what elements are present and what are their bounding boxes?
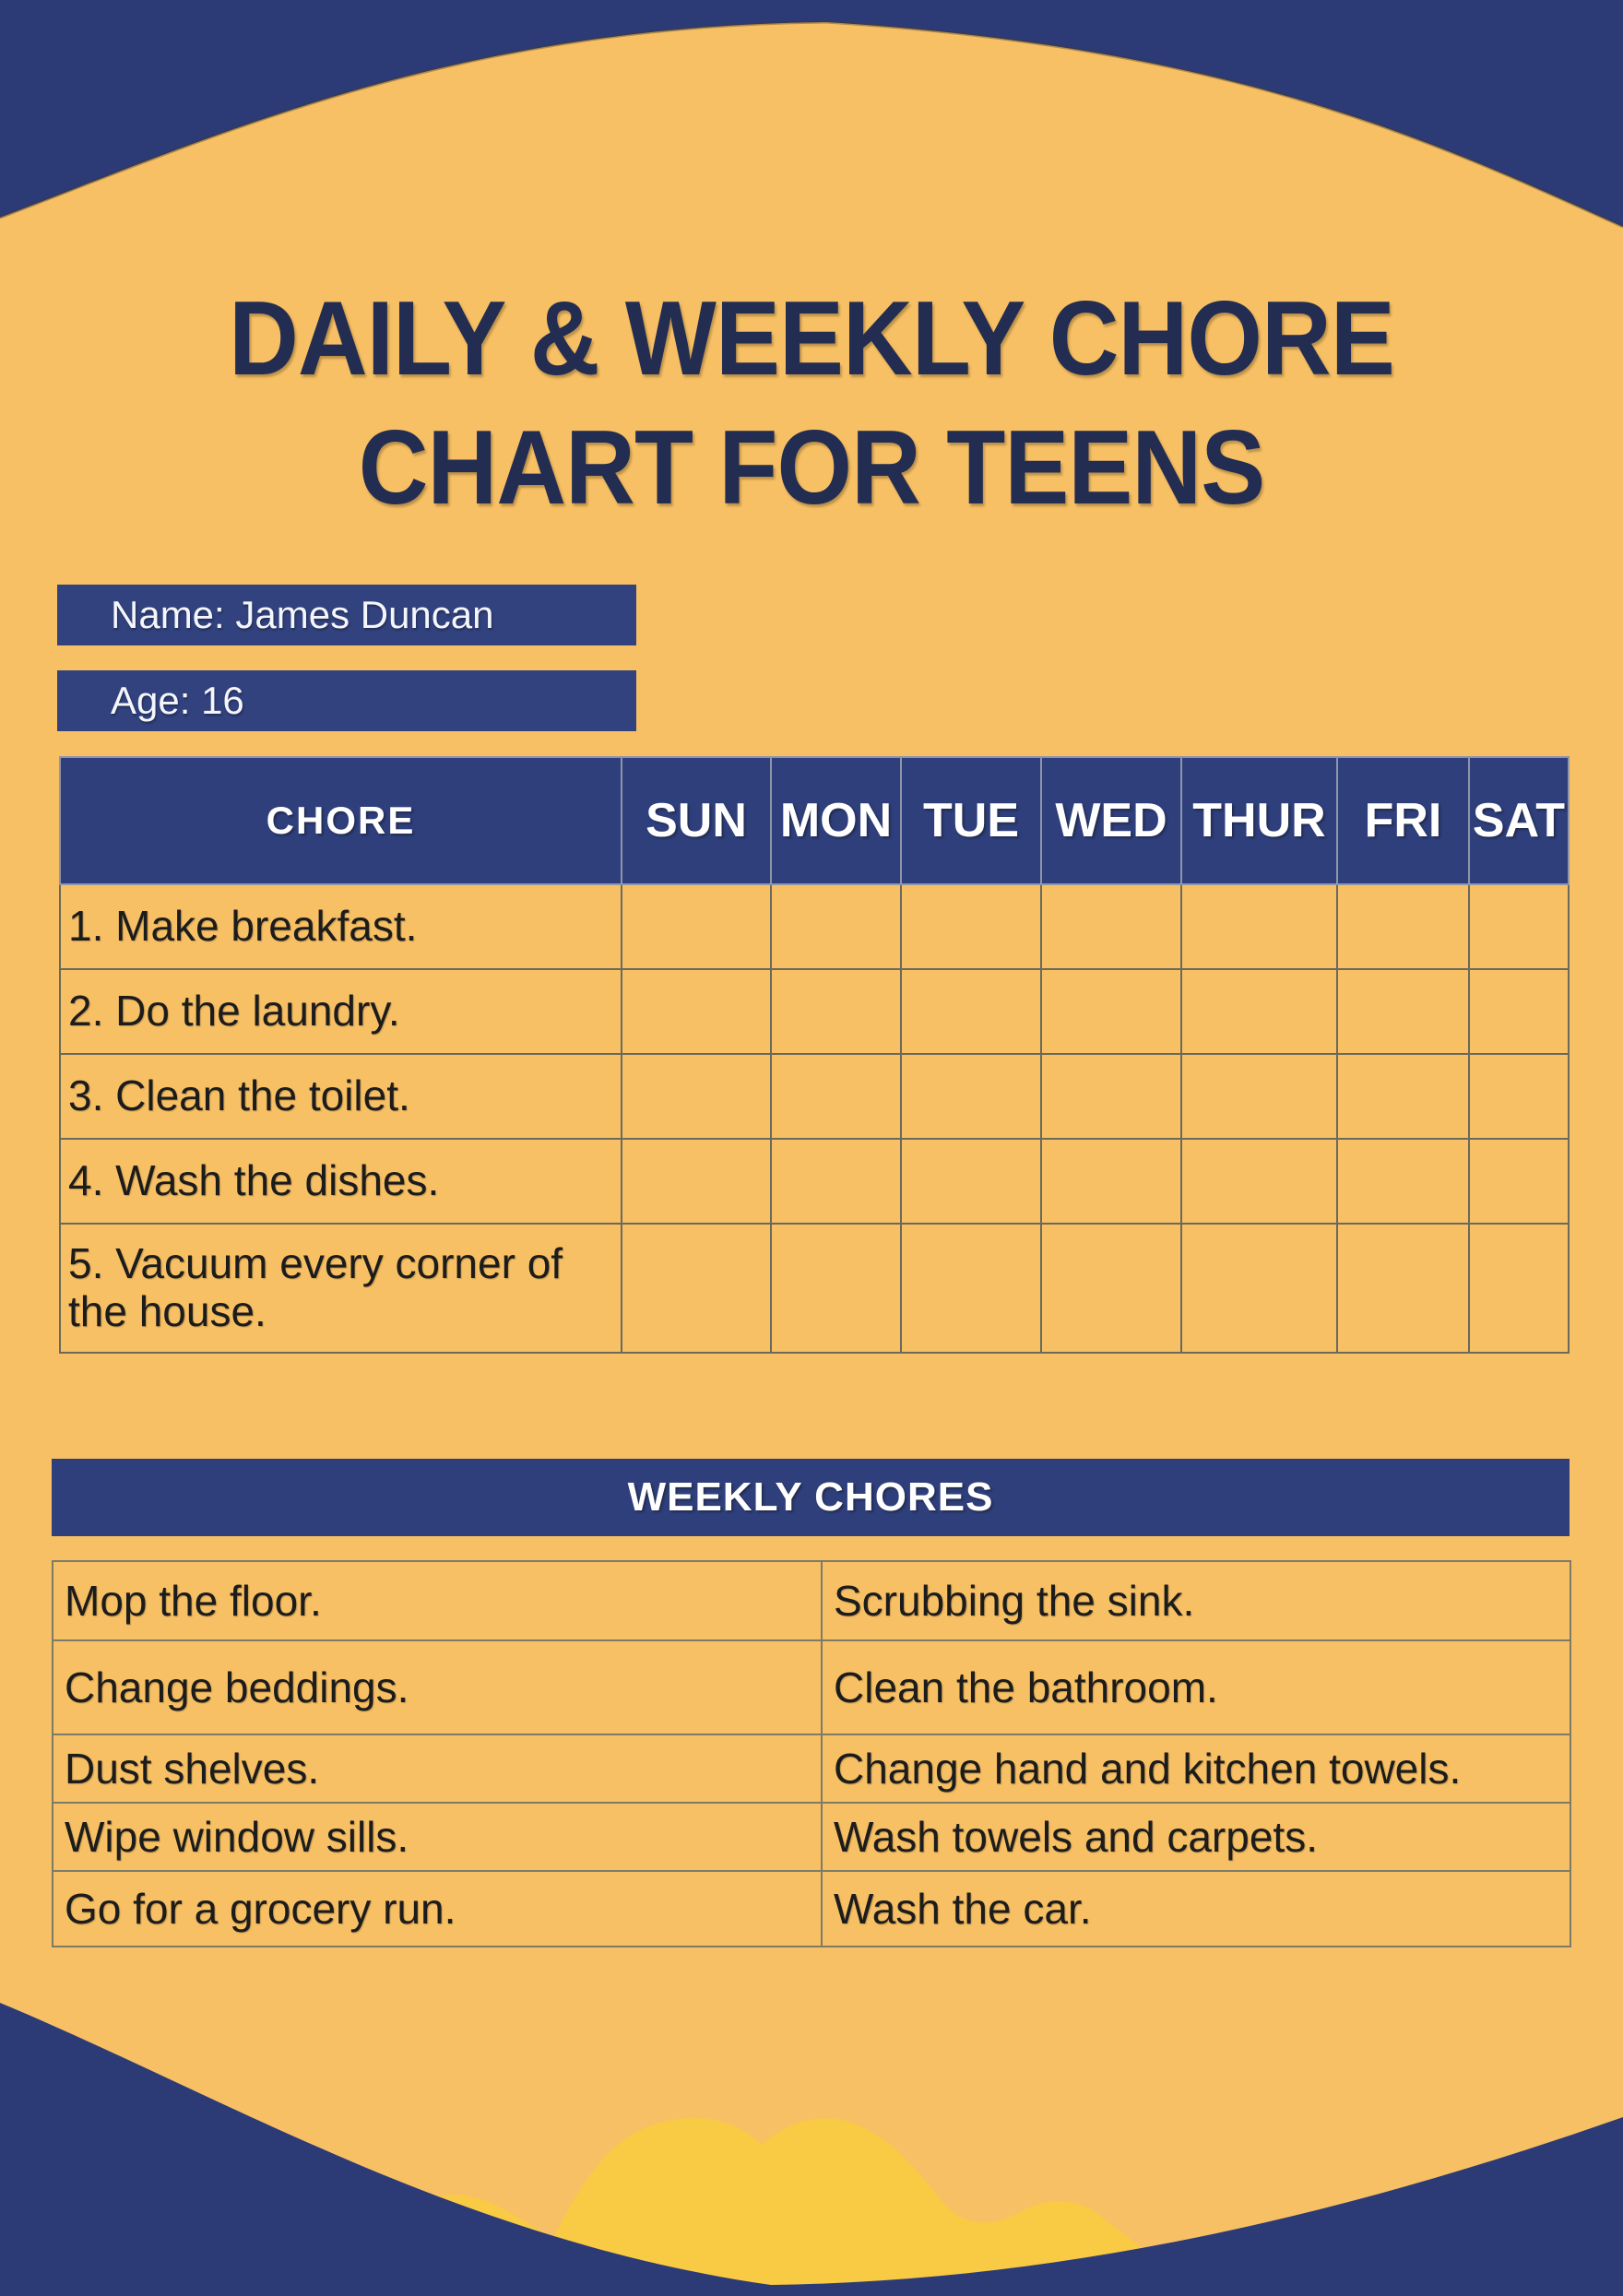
top-wave-decoration — [0, 0, 1623, 277]
list-item — [53, 1561, 1570, 1640]
day-check-cell[interactable] — [771, 1139, 901, 1224]
list-item — [53, 1734, 1570, 1803]
weekly-chore-label: Wipe window sills. — [53, 1803, 822, 1871]
day-check-cell[interactable] — [1181, 969, 1337, 1054]
weekly-chore-label: Dust shelves. — [53, 1734, 822, 1803]
top-navy-shape — [0, 0, 1623, 227]
weekly-chores-title: WEEKLY CHORES — [627, 1474, 994, 1520]
day-check-cell[interactable] — [622, 969, 771, 1054]
day-check-cell[interactable] — [1181, 884, 1337, 969]
day-check-cell[interactable] — [1469, 884, 1569, 969]
column-header-sat: SAT — [1469, 757, 1569, 884]
weekly-chore-label: Wash the car. — [822, 1871, 1570, 1947]
column-header-fri: FRI — [1337, 757, 1469, 884]
daily-chore-table — [59, 756, 1570, 1354]
list-item — [53, 1803, 1570, 1871]
day-check-cell[interactable] — [1041, 1054, 1181, 1139]
day-check-cell[interactable] — [771, 969, 901, 1054]
day-check-cell[interactable] — [622, 1054, 771, 1139]
day-check-cell[interactable] — [1041, 969, 1181, 1054]
day-check-cell[interactable] — [1469, 1054, 1569, 1139]
column-header-mon: MON — [771, 757, 901, 884]
column-header-chore: CHORE — [60, 757, 622, 884]
daily-table-header-row — [60, 757, 1569, 884]
column-header-tue: TUE — [901, 757, 1041, 884]
age-field-label: Age: 16 — [111, 679, 244, 722]
day-check-cell[interactable] — [901, 1054, 1041, 1139]
day-check-cell[interactable] — [1041, 1139, 1181, 1224]
day-check-cell[interactable] — [1337, 1224, 1469, 1353]
day-check-cell[interactable] — [1337, 969, 1469, 1054]
day-check-cell[interactable] — [1181, 1139, 1337, 1224]
day-check-cell[interactable] — [1337, 884, 1469, 969]
column-header-thur: THUR — [1181, 757, 1337, 884]
table-row — [60, 1224, 1569, 1353]
table-row — [60, 1054, 1569, 1139]
weekly-chore-label: Wash towels and carpets. — [822, 1803, 1570, 1871]
chore-label: 3. Clean the toilet. — [60, 1054, 622, 1139]
day-check-cell[interactable] — [1337, 1054, 1469, 1139]
day-check-cell[interactable] — [771, 884, 901, 969]
table-row — [60, 884, 1569, 969]
name-field[interactable] — [57, 585, 636, 645]
weekly-chore-table — [52, 1560, 1571, 1947]
day-check-cell[interactable] — [1041, 1224, 1181, 1353]
day-check-cell[interactable] — [622, 884, 771, 969]
column-header-wed: WED — [1041, 757, 1181, 884]
day-check-cell[interactable] — [901, 1139, 1041, 1224]
bottom-wave-decoration — [0, 1964, 1623, 2296]
day-check-cell[interactable] — [1469, 1224, 1569, 1353]
weekly-chore-label: Go for a grocery run. — [53, 1871, 822, 1947]
chore-label: 2. Do the laundry. — [60, 969, 622, 1054]
weekly-chores-header — [52, 1459, 1570, 1536]
age-field[interactable] — [57, 670, 636, 731]
name-field-label: Name: James Duncan — [111, 593, 494, 636]
chore-label: 5. Vacuum every corner of the house. — [60, 1224, 622, 1353]
column-header-sun: SUN — [622, 757, 771, 884]
day-check-cell[interactable] — [1469, 1139, 1569, 1224]
weekly-chore-label: Clean the bathroom. — [822, 1640, 1570, 1734]
weekly-chore-label: Change hand and kitchen towels. — [822, 1734, 1570, 1803]
weekly-chore-label: Change beddings. — [53, 1640, 822, 1734]
day-check-cell[interactable] — [901, 884, 1041, 969]
day-check-cell[interactable] — [1181, 1224, 1337, 1353]
list-item — [53, 1640, 1570, 1734]
day-check-cell[interactable] — [1469, 969, 1569, 1054]
day-check-cell[interactable] — [622, 1224, 771, 1353]
page-title — [65, 275, 1558, 533]
page-title-line-1: DAILY & WEEKLY CHORE — [229, 280, 1394, 397]
chore-label: 1. Make breakfast. — [60, 884, 622, 969]
weekly-chore-label: Mop the floor. — [53, 1561, 822, 1640]
day-check-cell[interactable] — [622, 1139, 771, 1224]
weekly-chore-label: Scrubbing the sink. — [822, 1561, 1570, 1640]
day-check-cell[interactable] — [901, 1224, 1041, 1353]
day-check-cell[interactable] — [1337, 1139, 1469, 1224]
day-check-cell[interactable] — [901, 969, 1041, 1054]
day-check-cell[interactable] — [1041, 884, 1181, 969]
list-item — [53, 1871, 1570, 1947]
day-check-cell[interactable] — [771, 1224, 901, 1353]
day-check-cell[interactable] — [771, 1054, 901, 1139]
chore-label: 4. Wash the dishes. — [60, 1139, 622, 1224]
day-check-cell[interactable] — [1181, 1054, 1337, 1139]
table-row — [60, 969, 1569, 1054]
page-title-line-2: CHART FOR TEENS — [358, 409, 1265, 527]
table-row — [60, 1139, 1569, 1224]
